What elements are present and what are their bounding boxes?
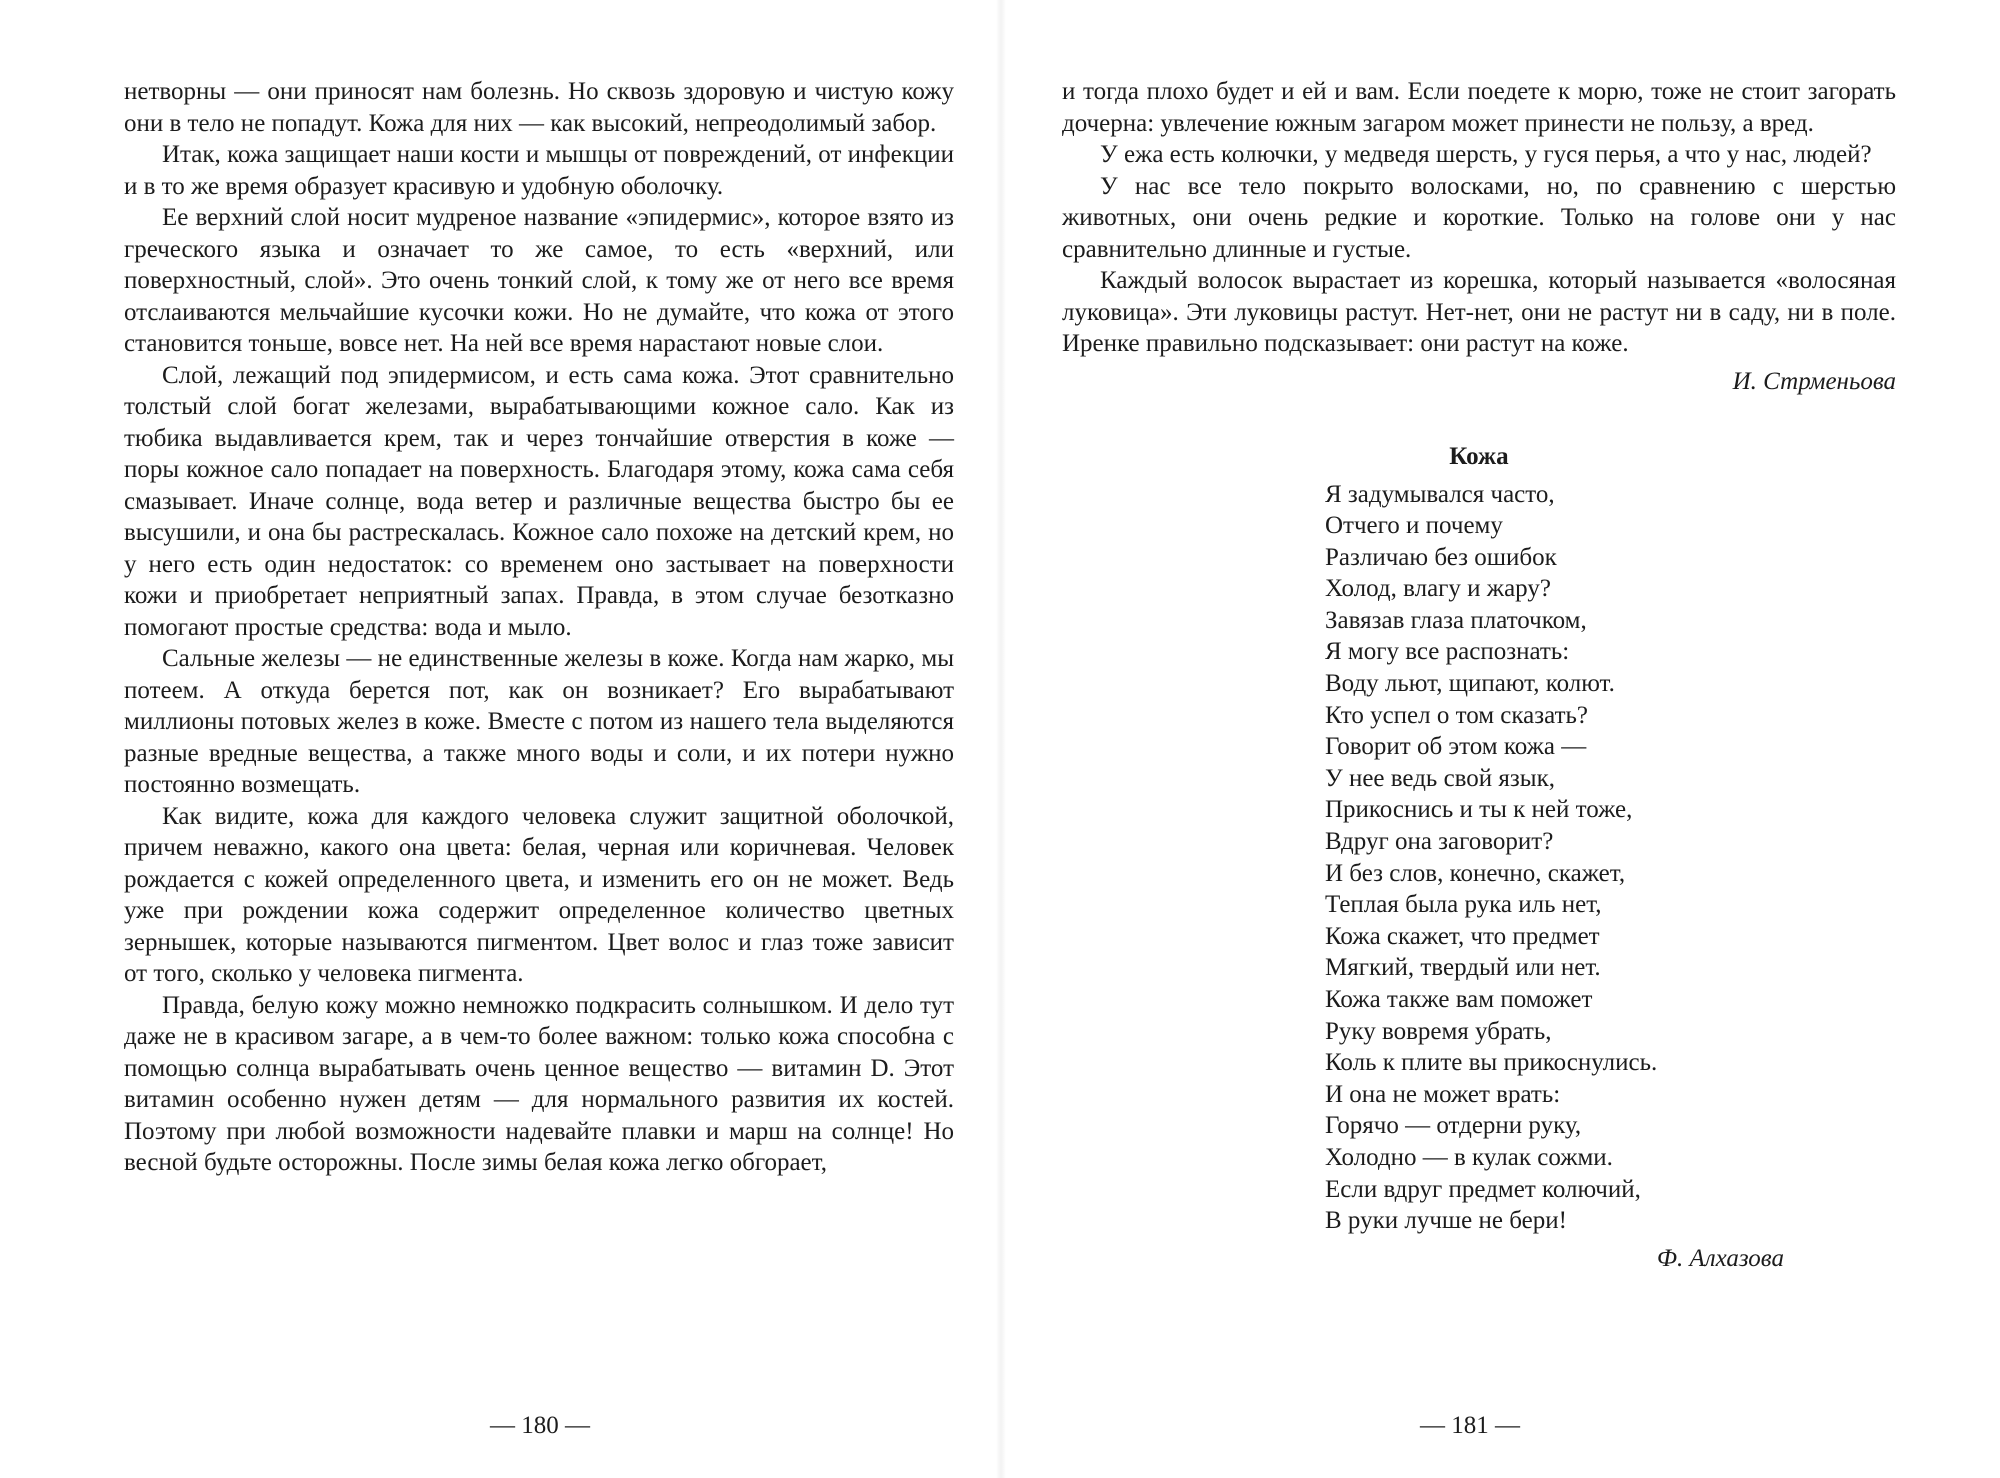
poem-line: Теплая была рука иль нет, (1325, 891, 1602, 919)
poem-line: Отчего и почему (1325, 512, 1503, 540)
poem-line: И она не может врать: (1325, 1080, 1561, 1108)
poem-lines (1325, 479, 1896, 1237)
paragraph: Слой, лежащий под эпидермисом, и есть сама кожа. Этот сравнительно толстый слой богат железами, вырабатывающими кожное сало. Как из тюбика выдавливается крем, так и через тончайшие отверстия в коже — поры кожное сало попадает на поверхность. Благодаря этому, кожа сама себя смазывает. Иначе солнце, вода ветер и различные вещества быстро бы ее высушили, и она бы растрескалась. Кожное сало похоже на детский крем, но у него есть один недостаток: со временем оно застывает на поверхности кожи и приобретает неприятный запах. Правда, в этом случае безотказно помогают простые средства: вода и мыло. (124, 361, 954, 641)
poem-line: Холод, влагу и жару? (1325, 575, 1551, 603)
page-number: — 181 — (1420, 1412, 1520, 1439)
poem-line: Вдруг она заговорит? (1325, 828, 1554, 856)
poem-line: Горячо — отдерни руку, (1325, 1112, 1582, 1140)
poem-line: И без слов, конечно, скажет, (1325, 859, 1626, 887)
poem-title: Кожа (1449, 443, 1509, 470)
poem-line: У нее ведь свой язык, (1325, 764, 1555, 792)
poem-line: Различаю без ошибок (1325, 543, 1557, 571)
right-page-text (1062, 76, 1896, 397)
poem-line: Коль к плите вы прикоснулись. (1325, 1049, 1658, 1077)
poem-line: Руку вовремя убрать, (1325, 1017, 1552, 1045)
poem-line: Холодно — в кулак сожми. (1325, 1143, 1613, 1171)
paragraph: У ежа есть колючки, у медведя шерсть, у гуся перья, а что у нас, людей? (1100, 141, 1872, 168)
poem-line: Завязав глаза платочком, (1325, 606, 1587, 634)
poem-line: Воду льют, щипают, колют. (1325, 670, 1615, 698)
page-number: — 180 — (490, 1412, 590, 1439)
paragraph: У нас все тело покрыто волосками, но, по сравнению с шерстью животных, они очень редкие и короткие. Только на голове они у нас сравнительно длинные и густые. (1062, 172, 1896, 263)
paragraph: Правда, белую кожу можно немножко подкрасить солнышком. И дело тут даже не в красивом загаре, а в чем-то более важном: только кожа способна с помощью солнца вырабатывать очень ценное вещество — витамин D. Этот витамин особенно нужен детям — для нормального развития их костей. Поэтому при любой возможности надевайте плавки и марш на солнце! Но весной будьте осторожны. После зимы белая кожа легко обгорает, (124, 991, 954, 1176)
paragraph: Сальные железы — не единственные железы в коже. Когда нам жарко, мы потеем. А откуда берется пот, как он возникает? Его вырабатывают миллионы потовых желез в коже. Вместе с потом из нашего тела выделяются разные вредные вещества, а также много воды и соли, и их потери нужно постоянно возмещать. (124, 645, 954, 798)
poem-line: Если вдруг предмет колючий, (1325, 1175, 1641, 1203)
prose-author-signature: И. Стрменьова (1732, 367, 1896, 395)
paragraph: Итак, кожа защищает наши кости и мышцы от повреждений, от инфекции и в то же время образует красивую и удобную оболочку. (124, 141, 954, 200)
paragraph: и тогда плохо будет и ей и вам. Если поедете к морю, тоже не стоит загорать дочерна: увлечение южным загаром может принести не пользу, а вред. (1062, 78, 1896, 137)
poem-line: Я задумывался часто, (1325, 480, 1555, 508)
paragraph: Как видите, кожа для каждого человека служит защитной оболочкой, причем неважно, какого она цвета: белая, черная или коричневая. Человек рождается с кожей определенного цвета, и изменить его он не может. Ведь уже при рождении кожа содержит определенное количество цветных зернышек, которые называются пигментом. Цвет волос и глаз тоже зависит от того, сколько у человека пигмента. (124, 802, 954, 987)
paragraph: Каждый волосок вырастает из корешка, который называется «волосяная луковица». Эти луковицы растут. Нет-нет, они не растут ни в саду, ни в поле. Иренке правильно подсказывает: они растут на коже. (1062, 267, 1896, 357)
left-page-text (124, 76, 954, 1179)
poem-line: Мягкий, твердый или нет. (1325, 954, 1601, 982)
poem-line: Кожа также вам поможет (1325, 986, 1593, 1013)
poem-line: Кто успел о том сказать? (1325, 701, 1589, 729)
poem-author-signature: Ф. Алхазова (1656, 1244, 1784, 1272)
poem-block (1062, 441, 1896, 1274)
paragraph: Ее верхний слой носит мудреное название «эпидермис», которое взято из греческого языка и означает то же самое, то есть «верхний, или поверхностный, слой». Это очень тонкий слой, к тому же от него все время отслаиваются мельчайшие кусочки кожи. Но не думайте, что кожа от этого становится тоньше, вовсе нет. На ней все время нарастают новые слои. (124, 204, 954, 357)
poem-line: В руки лучше не бери! (1325, 1207, 1567, 1235)
poem-line: Говорит об этом кожа — (1325, 733, 1587, 761)
poem-line: Прикоснись и ты к ней тоже, (1325, 796, 1633, 824)
right-page (1000, 0, 2000, 1478)
poem-line: Я могу все распознать: (1325, 638, 1570, 666)
paragraph: нетворны — они приносят нам болезнь. Но сквозь здоровую и чистую кожу они в тело не попадут. Кожа для них — как высокий, непреодолимый забор. (124, 78, 954, 137)
poem-line: Кожа скажет, что предмет (1325, 922, 1600, 950)
